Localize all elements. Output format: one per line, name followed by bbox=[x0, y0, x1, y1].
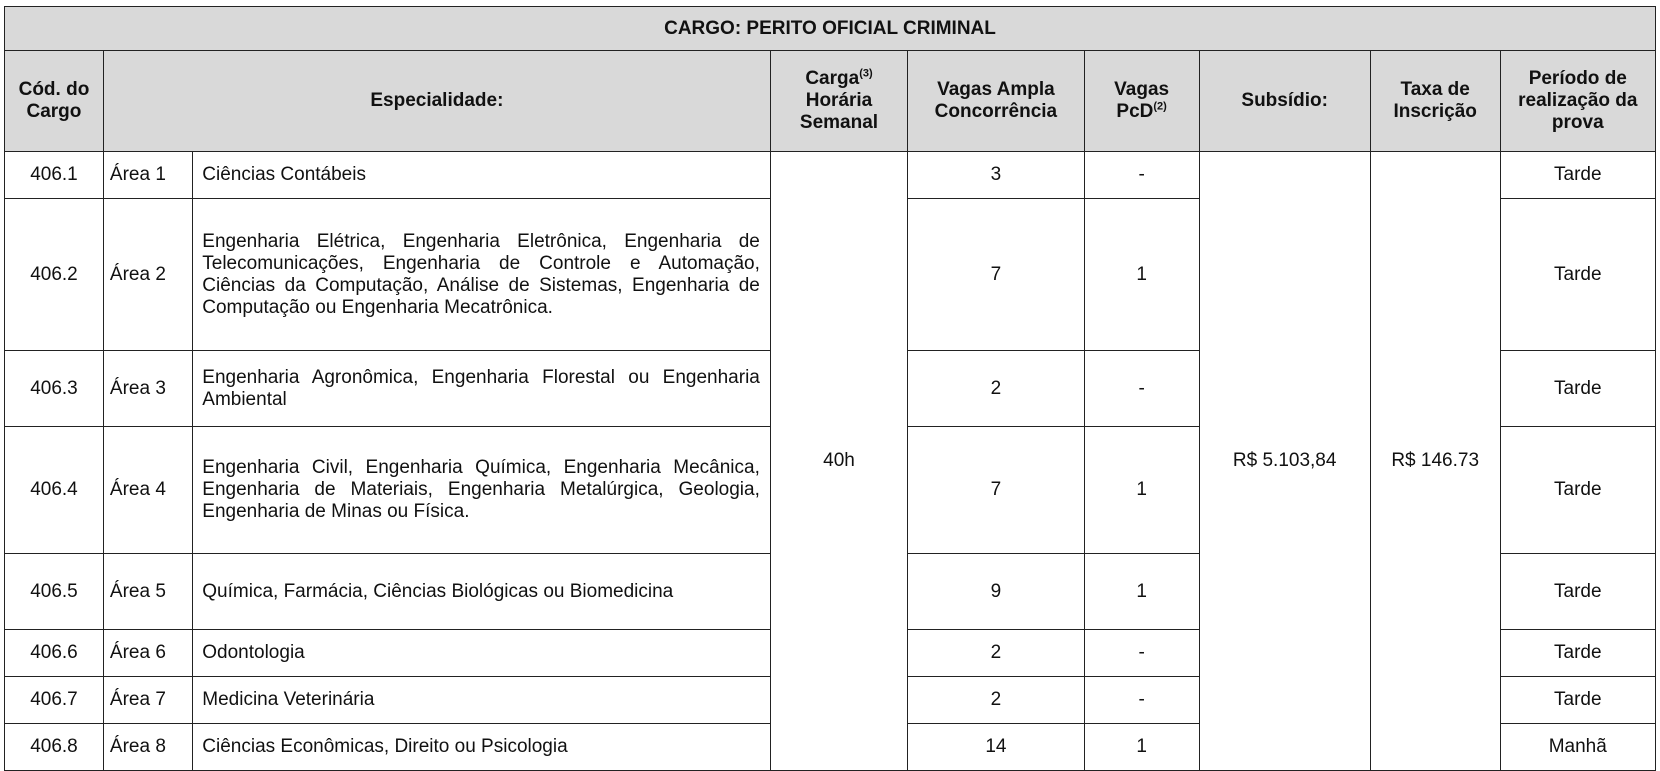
cell-vacancies: 3 bbox=[908, 152, 1085, 199]
cell-salary: R$ 5.103,84 bbox=[1199, 152, 1370, 771]
cell-period: Tarde bbox=[1500, 351, 1655, 427]
cell-fee: R$ 146.73 bbox=[1370, 152, 1500, 771]
cell-pcd: - bbox=[1084, 152, 1199, 199]
cell-vacancies: 2 bbox=[908, 630, 1085, 677]
cell-vacancies: 9 bbox=[908, 554, 1085, 630]
cell-pcd: 1 bbox=[1084, 724, 1199, 771]
cell-hours: 40h bbox=[770, 152, 907, 771]
cell-area: Área 6 bbox=[103, 630, 192, 677]
cell-vacancies: 2 bbox=[908, 351, 1085, 427]
cell-area: Área 7 bbox=[103, 677, 192, 724]
table-title: CARGO: PERITO OFICIAL CRIMINAL bbox=[5, 7, 1656, 51]
cell-area: Área 5 bbox=[103, 554, 192, 630]
cell-specialty: Ciências Contábeis bbox=[193, 152, 771, 199]
positions-table bbox=[4, 6, 1656, 771]
cell-specialty: Engenharia Agronômica, Engenharia Florestal ou Engenharia Ambiental bbox=[193, 351, 771, 427]
header-specialty: Especialidade: bbox=[103, 51, 770, 152]
cell-specialty: Medicina Veterinária bbox=[193, 677, 771, 724]
cell-pcd: 1 bbox=[1084, 554, 1199, 630]
cell-pcd: 1 bbox=[1084, 427, 1199, 554]
cell-area: Área 4 bbox=[103, 427, 192, 554]
cell-vacancies: 7 bbox=[908, 427, 1085, 554]
header-pcd bbox=[1084, 51, 1199, 152]
cell-code: 406.2 bbox=[5, 199, 104, 351]
cell-vacancies: 2 bbox=[908, 677, 1085, 724]
cell-code: 406.6 bbox=[5, 630, 104, 677]
cell-vacancies: 14 bbox=[908, 724, 1085, 771]
header-hours bbox=[770, 51, 907, 152]
header-period: Período de realização da prova bbox=[1500, 51, 1655, 152]
cell-code: 406.5 bbox=[5, 554, 104, 630]
footnote-3: (3) bbox=[859, 67, 873, 80]
header-hours-rest: Horária Semanal bbox=[799, 90, 879, 133]
header-pcd-label: Vagas PcD bbox=[1114, 79, 1170, 122]
cell-area: Área 3 bbox=[103, 351, 192, 427]
header-salary: Subsídio: bbox=[1199, 51, 1370, 152]
cell-period: Tarde bbox=[1500, 630, 1655, 677]
cell-period: Tarde bbox=[1500, 152, 1655, 199]
header-fee: Taxa de Inscrição bbox=[1370, 51, 1500, 152]
cell-pcd: - bbox=[1084, 351, 1199, 427]
cell-area: Área 2 bbox=[103, 199, 192, 351]
cell-code: 406.8 bbox=[5, 724, 104, 771]
cell-code: 406.1 bbox=[5, 152, 104, 199]
header-code: Cód. do Cargo bbox=[5, 51, 104, 152]
cell-period: Tarde bbox=[1500, 677, 1655, 724]
cell-period: Tarde bbox=[1500, 427, 1655, 554]
cell-code: 406.4 bbox=[5, 427, 104, 554]
cell-pcd: - bbox=[1084, 630, 1199, 677]
cell-pcd: - bbox=[1084, 677, 1199, 724]
header-hours-label: Carga bbox=[805, 68, 860, 89]
cell-period: Tarde bbox=[1500, 199, 1655, 351]
cell-specialty: Odontologia bbox=[193, 630, 771, 677]
cell-vacancies: 7 bbox=[908, 199, 1085, 351]
cell-specialty: Ciências Econômicas, Direito ou Psicologia bbox=[193, 724, 771, 771]
cell-pcd: 1 bbox=[1084, 199, 1199, 351]
cell-period: Tarde bbox=[1500, 554, 1655, 630]
header-vacancies: Vagas Ampla Concorrência bbox=[908, 51, 1085, 152]
cell-area: Área 1 bbox=[103, 152, 192, 199]
cell-code: 406.7 bbox=[5, 677, 104, 724]
cell-specialty: Engenharia Elétrica, Engenharia Eletrônica, Engenharia de Telecomunicações, Engenharia de Controle e Automação, Ciências da Computação, Análise de Sistemas, Engenharia de Computação ou Engenharia Mecatrônica. bbox=[193, 199, 771, 351]
cell-specialty: Engenharia Civil, Engenharia Química, Engenharia Mecânica, Engenharia de Materiais, Engenharia Metalúrgica, Geologia, Engenharia de Minas ou Física. bbox=[193, 427, 771, 554]
footnote-2: (2) bbox=[1153, 100, 1167, 113]
cell-period: Manhã bbox=[1500, 724, 1655, 771]
cell-specialty: Química, Farmácia, Ciências Biológicas ou Biomedicina bbox=[193, 554, 771, 630]
cell-area: Área 8 bbox=[103, 724, 192, 771]
table-row bbox=[5, 152, 1656, 199]
cell-code: 406.3 bbox=[5, 351, 104, 427]
